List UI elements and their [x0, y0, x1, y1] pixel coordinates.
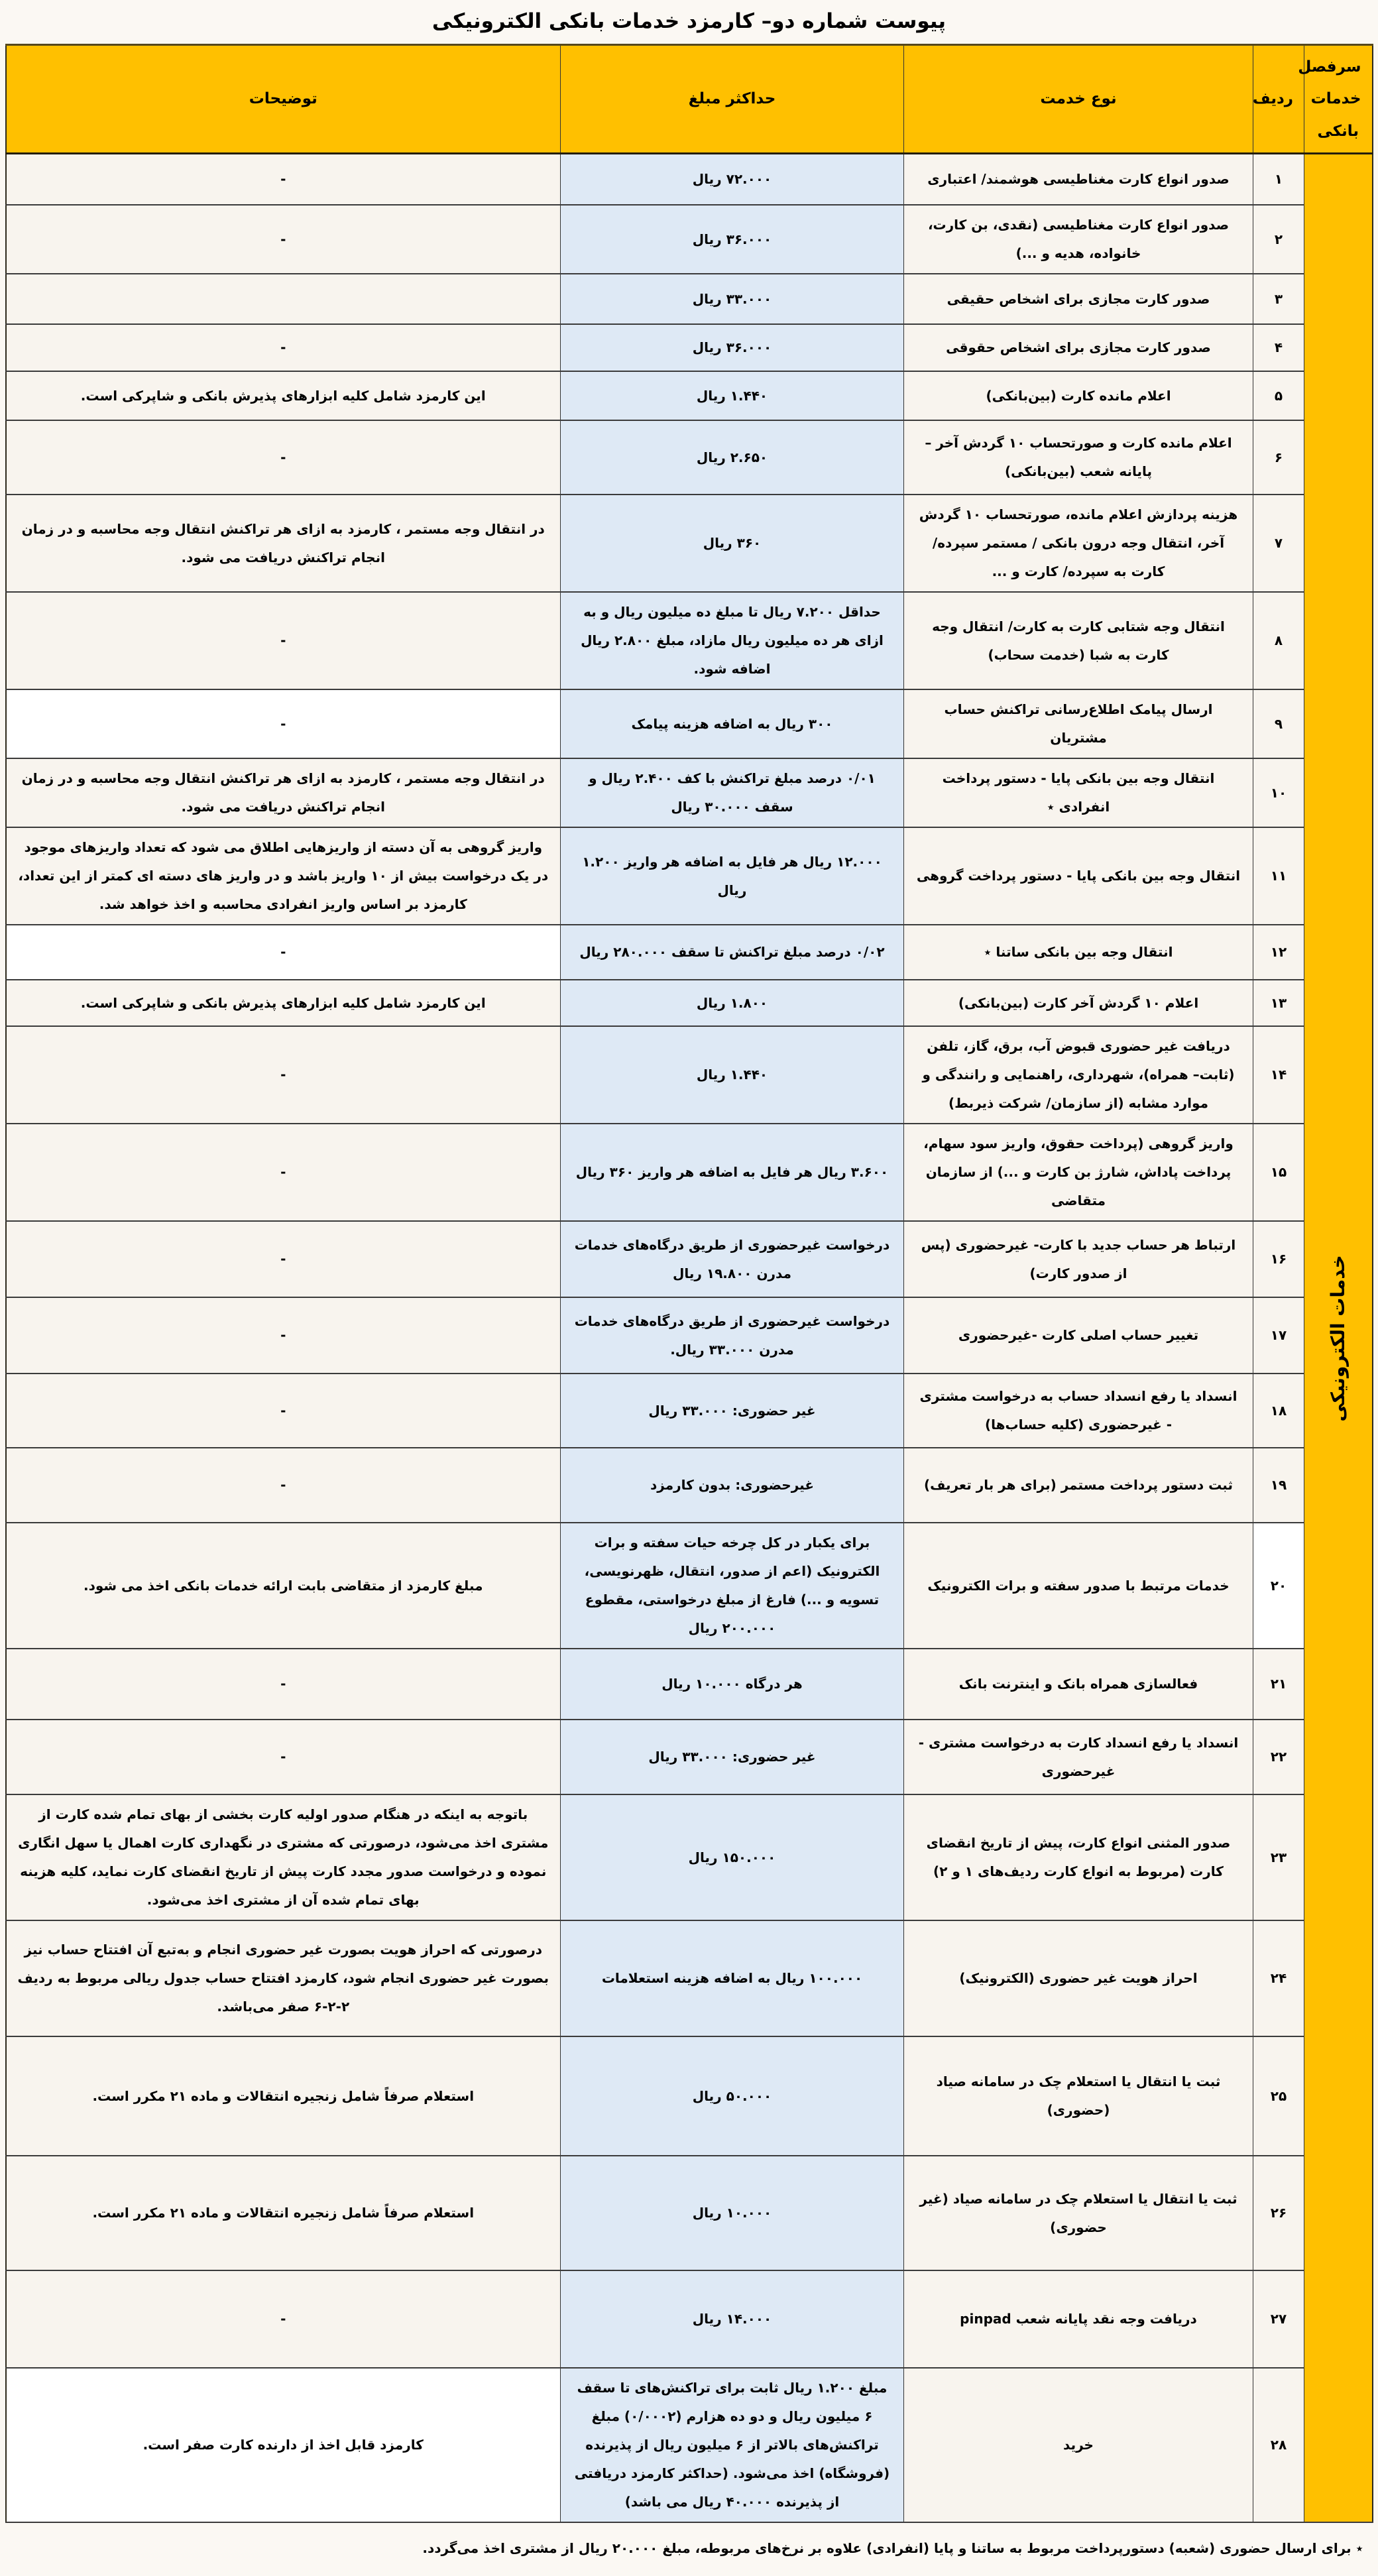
table-row — [6, 495, 1373, 592]
max-amount-cell: ۷۲.۰۰۰ ریال — [561, 153, 904, 205]
row-number-cell: ۸ — [1253, 592, 1304, 689]
max-amount-cell: غیرحضوری: بدون کارمزد — [561, 1448, 904, 1523]
table-row — [6, 1221, 1373, 1297]
table-row — [6, 274, 1373, 324]
header-row — [6, 45, 1373, 154]
notes-cell: در انتقال وجه مستمر ، کارمزد به ازای هر تراکنش انتقال وجه محاسبه و در زمان انجام تراکنش دریافت می شود. — [6, 758, 561, 827]
service-type-cell: خدمات مرتبط با صدور سفته و برات الکترونیک — [904, 1523, 1253, 1649]
notes-cell: - — [6, 420, 561, 495]
notes-cell: استعلام صرفاً شامل زنجیره انتقالات و ماده ۲۱ مکرر است. — [6, 2036, 561, 2156]
notes-cell — [6, 274, 561, 324]
service-type-cell: انسداد یا رفع انسداد حساب به درخواست مشتری - غیرحضوری (کلیه حساب‌ها) — [904, 1374, 1253, 1448]
max-amount-cell: ۳۶.۰۰۰ ریال — [561, 205, 904, 274]
table-row — [6, 2156, 1373, 2270]
table-row — [6, 1297, 1373, 1374]
row-number-cell: ۵ — [1253, 371, 1304, 420]
notes-cell: - — [6, 153, 561, 205]
notes-cell: - — [6, 1649, 561, 1720]
header-max-amount: حداکثر مبلغ — [561, 45, 904, 154]
service-type-cell: فعالسازی همراه بانک و اینترنت بانک — [904, 1649, 1253, 1720]
max-amount-cell: هر درگاه ۱۰.۰۰۰ ریال — [561, 1649, 904, 1720]
service-type-cell: صدور انواع کارت مغناطیسی (نقدی، بن کارت، خانواده، هدیه و ...) — [904, 205, 1253, 274]
service-type-cell: انتقال وجه بین بانکی پایا - دستور پرداخت گروهی — [904, 827, 1253, 925]
max-amount-cell: ۳۰۰ ریال به اضافه هزینه پیامک — [561, 689, 904, 758]
max-amount-cell: ۵۰.۰۰۰ ریال — [561, 2036, 904, 2156]
max-amount-cell: غیر حضوری: ۳۳.۰۰۰ ریال — [561, 1720, 904, 1794]
table-row — [6, 1124, 1373, 1221]
row-number-cell: ۲۸ — [1253, 2368, 1304, 2522]
table-row — [6, 827, 1373, 925]
service-type-cell: ثبت یا انتقال یا استعلام چک در سامانه صیاد (حضوری) — [904, 2036, 1253, 2156]
service-type-cell: انسداد یا رفع انسداد کارت به درخواست مشتری - غیرحضوری — [904, 1720, 1253, 1794]
max-amount-cell: درخواست غیرحضوری از طریق درگاه‌های خدمات مدرن ۳۳.۰۰۰ ریال. — [561, 1297, 904, 1374]
notes-cell: - — [6, 1026, 561, 1124]
row-number-cell: ۱ — [1253, 153, 1304, 205]
table-row — [6, 1448, 1373, 1523]
service-type-cell: ثبت یا انتقال یا استعلام چک در سامانه صیاد (غیر حضوری) — [904, 2156, 1253, 2270]
notes-cell: - — [6, 1448, 561, 1523]
max-amount-cell: ۱۴.۰۰۰ ریال — [561, 2270, 904, 2368]
table-header — [6, 45, 1373, 154]
service-type-cell: صدور انواع کارت مغناطیسی هوشمند/ اعتباری — [904, 153, 1253, 205]
table-row — [6, 1720, 1373, 1794]
row-number-cell: ۱۲ — [1253, 925, 1304, 980]
max-amount-cell: ۳.۶۰۰ ریال هر فایل به اضافه هر واریز ۳۶۰ ریال — [561, 1124, 904, 1221]
service-type-cell: ثبت دستور پرداخت مستمر (برای هر بار تعریف) — [904, 1448, 1253, 1523]
header-notes: توضیحات — [6, 45, 561, 154]
notes-cell: - — [6, 1124, 561, 1221]
notes-cell: در انتقال وجه مستمر ، کارمزد به ازای هر تراکنش انتقال وجه محاسبه و در زمان انجام تراکنش دریافت می شود. — [6, 495, 561, 592]
notes-cell: - — [6, 2270, 561, 2368]
max-amount-cell: ۱.۴۴۰ ریال — [561, 1026, 904, 1124]
max-amount-cell: ۲.۶۵۰ ریال — [561, 420, 904, 495]
page-title: پیوست شماره دو– کارمزد خدمات بانکی الکترونیکی — [431, 9, 947, 33]
notes-cell: - — [6, 324, 561, 371]
header-row-number: ردیف — [1253, 45, 1304, 154]
header-service-type: نوع خدمت — [904, 45, 1253, 154]
row-number-cell: ۲۴ — [1253, 1920, 1304, 2036]
notes-cell: این کارمزد شامل کلیه ابزارهای پذیرش بانکی و شاپرکی است. — [6, 371, 561, 420]
max-amount-cell: ۱.۴۴۰ ریال — [561, 371, 904, 420]
row-number-cell: ۱۷ — [1253, 1297, 1304, 1374]
row-number-cell: ۱۰ — [1253, 758, 1304, 827]
service-type-cell: واریز گروهی (پرداخت حقوق، واریز سود سهام، پرداخت پاداش، شارژ بن کارت و ...) از سازمان متقاضی — [904, 1124, 1253, 1221]
category-label: خدمات الکترونیکی — [1326, 1254, 1349, 1422]
row-number-cell: ۱۶ — [1253, 1221, 1304, 1297]
service-type-cell: دریافت وجه نقد پایانه شعب pinpad — [904, 2270, 1253, 2368]
max-amount-cell: ۱۰۰.۰۰۰ ریال به اضافه هزینه استعلامات — [561, 1920, 904, 2036]
fees-table — [5, 44, 1373, 2523]
notes-cell: - — [6, 1374, 561, 1448]
row-number-cell: ۱۹ — [1253, 1448, 1304, 1523]
table-row — [6, 2036, 1373, 2156]
footnote: ٭ برای ارسال حضوری (شعبه) دستورپرداخت مربوط به ساتنا و پایا (انفرادی) علاوه بر نرخ‌های مربوطه، مبلغ ۲۰.۰۰۰ ریال از مشتری اخذ می‌گردد. — [422, 2540, 1363, 2557]
table-row — [6, 2368, 1373, 2522]
max-amount-cell: حداقل ۷.۲۰۰ ریال تا مبلغ ده میلیون ریال و به ازای هر ده میلیون ریال مازاد، مبلغ ۲.۸۰۰ ریال اضافه شود. — [561, 592, 904, 689]
notes-cell: - — [6, 1720, 561, 1794]
table-row — [6, 205, 1373, 274]
table-row — [6, 1649, 1373, 1720]
service-type-cell: صدور المثنی انواع کارت، پیش از تاریخ انقضای کارت (مربوط به انواع کارت ردیف‌های ۱ و ۲) — [904, 1794, 1253, 1920]
max-amount-cell: ۰/۰۲ درصد مبلغ تراکنش تا سقف ۲۸۰.۰۰۰ ریال — [561, 925, 904, 980]
service-type-cell: صدور کارت مجازی برای اشخاص حقوقی — [904, 324, 1253, 371]
service-type-cell: انتقال وجه شتابی کارت به کارت/ انتقال وجه کارت به شبا (خدمت سحاب) — [904, 592, 1253, 689]
notes-cell: - — [6, 925, 561, 980]
table-row — [6, 420, 1373, 495]
max-amount-cell: غیر حضوری: ۳۳.۰۰۰ ریال — [561, 1374, 904, 1448]
service-type-cell: اعلام مانده کارت (بین‌بانکی) — [904, 371, 1253, 420]
max-amount-cell: مبلغ ۱.۲۰۰ ریال ثابت برای تراکنش‌های تا سقف ۶ میلیون ریال و دو ده هزارم (۰/۰۰۰۲) مبلغ تراکنش‌های بالاتر از ۶ میلیون ریال از پذیرنده (فروشگاه) اخذ می‌شود. (حداکثر کارمزد دریافتی از پذیرنده ۴۰.۰۰۰ ریال می باشد) — [561, 2368, 904, 2522]
notes-cell: - — [6, 1297, 561, 1374]
row-number-cell: ۲۲ — [1253, 1720, 1304, 1794]
table-row — [6, 1374, 1373, 1448]
row-number-cell: ۲۰ — [1253, 1523, 1304, 1649]
table-row — [6, 925, 1373, 980]
max-amount-cell: ۱.۸۰۰ ریال — [561, 980, 904, 1026]
row-number-cell: ۱۳ — [1253, 980, 1304, 1026]
service-type-cell: دریافت غیر حضوری قبوض آب، برق، گاز، تلفن (ثابت– همراه)، شهرداری، راهنمایی و رانندگی و موارد مشابه (از سازمان/ شرکت ذیربط) — [904, 1026, 1253, 1124]
max-amount-cell: ۱۵۰.۰۰۰ ریال — [561, 1794, 904, 1920]
max-amount-cell: ۰/۰۱ درصد مبلغ تراکنش با کف ۲.۴۰۰ ریال و سقف ۳۰.۰۰۰ ریال — [561, 758, 904, 827]
row-number-cell: ۲۱ — [1253, 1649, 1304, 1720]
max-amount-cell: ۳۶.۰۰۰ ریال — [561, 324, 904, 371]
notes-cell: باتوجه به اینکه در هنگام صدور اولیه کارت بخشی از بهای تمام شده کارت از مشتری اخذ می‌شود، درصورتی که مشتری در نگهداری کارت اهمال یا سهل انگاری نموده و درخواست صدور مجدد کارت پیش از تاریخ انقضای کارت نماید، کلیه هزینه بهای تمام شده آن از مشتری اخذ می‌شود. — [6, 1794, 561, 1920]
max-amount-cell: ۱۰.۰۰۰ ریال — [561, 2156, 904, 2270]
row-number-cell: ۹ — [1253, 689, 1304, 758]
row-number-cell: ۱۱ — [1253, 827, 1304, 925]
notes-cell: - — [6, 1221, 561, 1297]
row-number-cell: ۲۶ — [1253, 2156, 1304, 2270]
table-row — [6, 371, 1373, 420]
row-number-cell: ۱۴ — [1253, 1026, 1304, 1124]
row-number-cell: ۱۵ — [1253, 1124, 1304, 1221]
table-row — [6, 758, 1373, 827]
service-type-cell: اعلام ۱۰ گردش آخر کارت (بین‌بانکی) — [904, 980, 1253, 1026]
row-number-cell: ۲۳ — [1253, 1794, 1304, 1920]
table-row — [6, 592, 1373, 689]
service-type-cell: خرید — [904, 2368, 1253, 2522]
service-type-cell: ارسال پیامک اطلاع‌رسانی تراکنش حساب مشتریان — [904, 689, 1253, 758]
row-number-cell: ۳ — [1253, 274, 1304, 324]
table-body — [6, 153, 1373, 2522]
table-row — [6, 2270, 1373, 2368]
row-number-cell: ۷ — [1253, 495, 1304, 592]
row-number-cell: ۴ — [1253, 324, 1304, 371]
service-type-cell: تغییر حساب اصلی کارت -غیرحضوری — [904, 1297, 1253, 1374]
notes-cell: کارمزد قابل اخذ از دارنده کارت صفر است. — [6, 2368, 561, 2522]
table-row — [6, 1523, 1373, 1649]
table-row — [6, 1026, 1373, 1124]
service-type-cell: هزینه پردازش اعلام مانده، صورتحساب ۱۰ گردش آخر، انتقال وجه درون بانکی / مستمر سپرده/ کارت به سپرده/ کارت و ... — [904, 495, 1253, 592]
notes-cell: - — [6, 592, 561, 689]
notes-cell: واریز گروهی به آن دسته از واریزهایی اطلاق می شود که تعداد واریزهای موجود در یک درخواست بیش از ۱۰ واریز باشد و در واریز های دسته ای کمتر از این تعداد، کارمزد بر اساس واریز انفرادی محاسبه و اخذ خواهد شد. — [6, 827, 561, 925]
max-amount-cell: ۳۳.۰۰۰ ریال — [561, 274, 904, 324]
row-number-cell: ۱۸ — [1253, 1374, 1304, 1448]
category-sidebar — [1304, 153, 1373, 2522]
notes-cell: - — [6, 689, 561, 758]
service-type-cell: صدور کارت مجازی برای اشخاص حقیقی — [904, 274, 1253, 324]
notes-cell: استعلام صرفاً شامل زنجیره انتقالات و ماده ۲۱ مکرر است. — [6, 2156, 561, 2270]
header-category: سرفصل خدمات بانکی — [1304, 45, 1373, 154]
notes-cell: مبلغ کارمزد از متقاضی بابت ارائه خدمات بانکی اخذ می شود. — [6, 1523, 561, 1649]
table-row — [6, 153, 1373, 205]
table-row — [6, 1920, 1373, 2036]
notes-cell: این کارمزد شامل کلیه ابزارهای پذیرش بانکی و شاپرکی است. — [6, 980, 561, 1026]
service-type-cell: ارتباط هر حساب جدید با کارت- غیرحضوری (پس از صدور کارت) — [904, 1221, 1253, 1297]
table-row — [6, 1794, 1373, 1920]
row-number-cell: ۶ — [1253, 420, 1304, 495]
row-number-cell: ۲۵ — [1253, 2036, 1304, 2156]
max-amount-cell: ۳۶۰ ریال — [561, 495, 904, 592]
table-row — [6, 980, 1373, 1026]
service-type-cell: انتقال وجه بین بانکی ساتنا ٭ — [904, 925, 1253, 980]
service-type-cell: احراز هویت غیر حضوری (الکترونیک) — [904, 1920, 1253, 2036]
row-number-cell: ۲۷ — [1253, 2270, 1304, 2368]
service-type-cell: انتقال وجه بین بانکی پایا - دستور پرداخت انفرادی ٭ — [904, 758, 1253, 827]
table-row — [6, 324, 1373, 371]
max-amount-cell: درخواست غیرحضوری از طریق درگاه‌های خدمات مدرن ۱۹.۸۰۰ ریال — [561, 1221, 904, 1297]
notes-cell: - — [6, 205, 561, 274]
row-number-cell: ۲ — [1253, 205, 1304, 274]
table-row — [6, 689, 1373, 758]
max-amount-cell: ۱۲.۰۰۰ ریال هر فایل به اضافه هر واریز ۱.۲۰۰ ریال — [561, 827, 904, 925]
max-amount-cell: برای یکبار در کل چرخه حیات سفته و برات الکترونیک (اعم از صدور، انتقال، ظهرنویسی، تسویه و ...) فارغ از مبلغ درخواستی، مقطوع ۲۰۰.۰۰۰ ریال — [561, 1523, 904, 1649]
service-type-cell: اعلام مانده کارت و صورتحساب ۱۰ گردش آخر – پایانه شعب (بین‌بانکی) — [904, 420, 1253, 495]
notes-cell: درصورتی که احراز هویت بصورت غیر حضوری انجام و به‌تبع آن افتتاح حساب نیز بصورت غیر حضوری انجام شود، کارمزد افتتاح حساب جدول ریالی مربوط به ردیف ۲-۲-۶ صفر می‌باشد. — [6, 1920, 561, 2036]
